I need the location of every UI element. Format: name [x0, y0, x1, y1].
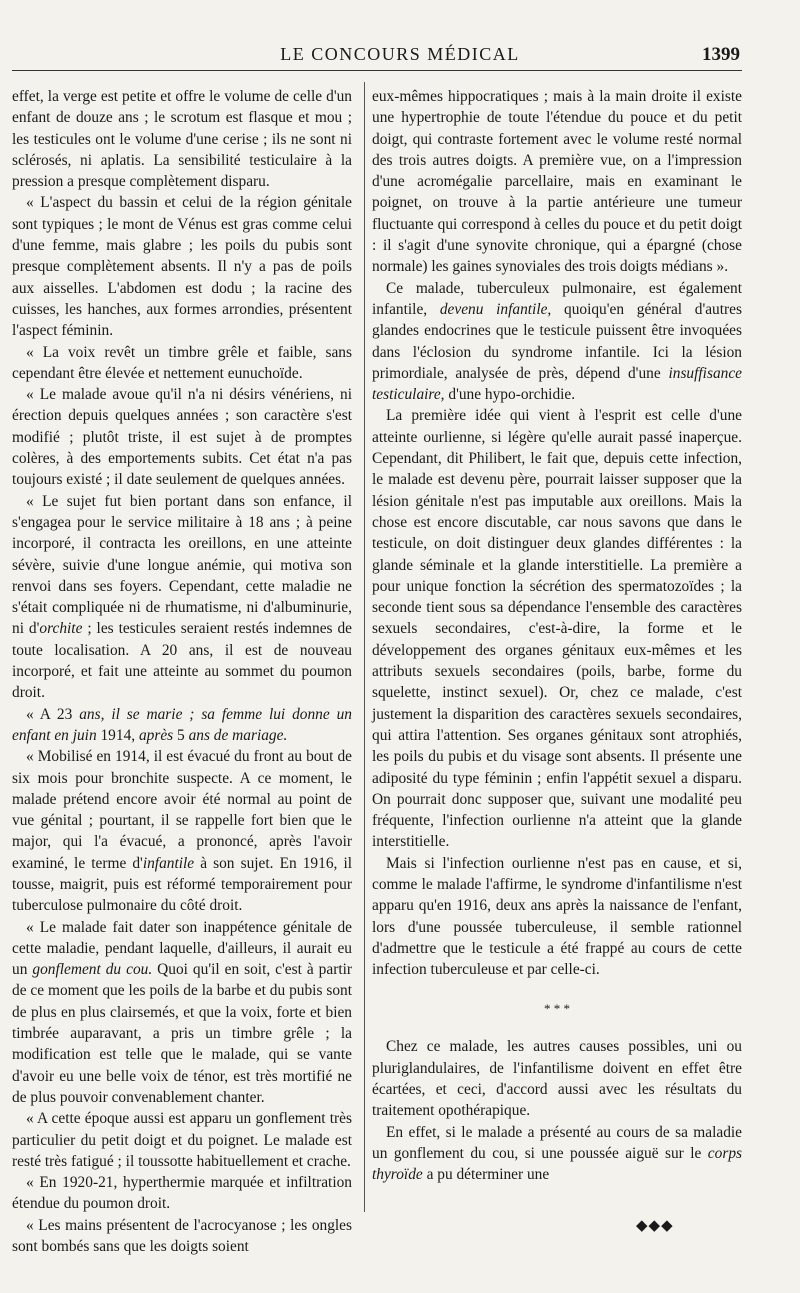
column-divider — [364, 82, 365, 1212]
paragraph: « A 23 ans, il se marie ; sa femme lui donne un enfant en juin 1914, après 5 ans de mariage. — [12, 705, 353, 744]
left-column — [12, 86, 352, 1257]
paragraph: « Le malade avoue qu'il n'a ni désirs vénériens, ni érection depuis quelques années ; son caractère s'est modifié ; plutôt triste, il est sujet à de promptes colères, à des emportements subits. Cet état n'a pas toujours existé ; il date seulement de quelques années. — [12, 386, 352, 489]
paragraph: Ce malade, tuberculeux pulmonaire, est également infantile, devenu infantile, quoiqu'en général d'autres glandes endocrines que le testicule puissent être invoquées dans l'éclosion du syndrome infantile. Ici la lésion primordiale, analysée de près, dépend d'une insuffisance testiculaire, d'une hypo-orchidie. — [372, 279, 742, 404]
paragraph: « Le malade fait dater son inappétence génitale de cette maladie, pendant laquelle, d'ailleurs, il aurait eu un gonflement du cou. Quoi qu'il en soit, c'est à partir de ce moment que les poils de la barbe et du pubis sont de plus en plus clairsemés, et que la voix, forte et bien timbrée auparavant, a pris un timbre grêle ; la modification est telle que le malade, qui se vante d'avoir eu une belle voix de ténor, est très mortifié ne de plus pouvoir convenablement chanter. — [12, 918, 352, 1106]
paragraph: eux-mêmes hippocratiques ; mais à la main droite il existe une hypertrophie de toute l'étendue du pouce et du petit doigt, qui contraste fortement avec le volume resté normal des trois autres doigts. A première vue, on a l'impression d'une acromégalie parcellaire, mais en examinant le poignet, on trouve à la partie antérieure une tumeur fluctuante qui correspond à celles du pouce et du petit doigt : il s'agit d'une synovite chronique, qui a épargné (chose normale) les gaines synoviales des trois doigts médians ». — [372, 88, 742, 276]
page-header — [0, 0, 800, 90]
paragraph: « Les mains présentent de l'acrocyanose ; les ongles sont bombés sans que les doigts soient — [12, 1216, 352, 1256]
ornament-icon: ◆◆◆ — [636, 1216, 674, 1234]
asterism-separator: * * * — [544, 1001, 570, 1017]
header-rule — [12, 70, 742, 71]
page-number: 1399 — [702, 44, 740, 65]
paragraph: « Mobilisé en 1914, il est évacué du front au bout de six mois pour bronchite suspecte. A ce moment, le malade prétend encore avoir été normal au point de vue génital ; pourtant, il se rappelle fort bien que le major, qui l'a évacué, a prononcé, après l'avoir examiné, le terme d'infantile à son sujet. En 1916, il tousse, maigrit, puis est réformé temporairement pour tuberculose pulmonaire du côté droit. — [12, 748, 352, 915]
paragraph: effet, la verge est petite et offre le volume de celle d'un enfant de douze ans ; le scrotum est flasque et mou ; les testicules ont le volume d'une cerise ; ils ne sont ni sclérosés, ni aplatis. La sensibilité testiculaire à la pression a presque complètement disparu. — [12, 88, 352, 191]
paragraph: Chez ce malade, les autres causes possibles, uni ou pluriglandulaires, de l'infantilisme doivent en effet être écartées, et ceci, d'accord aussi avec les résultats du traitement opothérapique. — [372, 1038, 742, 1120]
paragraph: Mais si l'infection ourlienne n'est pas en cause, et si, comme le malade l'affirme, le syndrome d'infantilisme n'est apparu qu'en 1916, deux ans après la naissance de l'enfant, lors d'une poussée tuberculeuse, il semble rationnel d'admettre que le testicule a été frappé au cours de cette infection tuberculeuse et par celle-ci. — [372, 854, 742, 979]
paragraph: La première idée qui vient à l'esprit est celle d'une atteinte ourlienne, si légère qu'elle aurait passé inaperçue. Cependant, dit Philibert, le fait que, depuis cette infection, le malade est devenu père, pourrait laisser supposer que la lésion génitale n'est pas imputable aux oreillons. Mais la chose est encore discutable, car nous savons que dans le testicule, on doit distinguer deux glandes différentes : la glande séminale et la glande interstitielle. La première a pour unique fonction la sécrétion des spermatozoïdes ; la seconde tient sous sa dépendance l'ensemble des caractères sexuels secondaires, c'est-à-dire, la forme et le développement des organes génitaux eux-mêmes et les attributs sexuels secondaires (poils, barbe, forme du squelette, instinct sexuel). Or, chez ce malade, c'est justement la disparition des caractères sexuels secondaires, qui attira l'attention. Ses organes génitaux sont atrophiés, les poils du pubis et du visage sont absents. Il présente une adiposité du type féminin ; enfin l'appétit sexuel a disparu. On pourrait donc supposer que, suivant une modalité peu fréquente, l'infection ourlienne n'a atteint que la glande interstitielle. — [372, 407, 742, 851]
paragraph: « A cette époque aussi est apparu un gonflement très particulier du petit doigt et du poignet. Le malade est resté très fatigué ; il toussotte habituellement et crache. — [12, 1110, 352, 1170]
right-column — [372, 86, 742, 1186]
paragraph: « En 1920-21, hyperthermie marquée et infiltration étendue du poumon droit. — [12, 1174, 352, 1213]
running-title: LE CONCOURS MÉDICAL — [280, 44, 520, 64]
paragraph: « L'aspect du bassin et celui de la région génitale sont typiques ; le mont de Vénus est gras comme celui d'une femme, mais glabre ; les poils du pubis sont presque complètement absents. Il n'y a pas de poils aux aisselles. L'abdomen est dodu ; la racine des cuisses, les hanches, aux formes arrondies, présentent l'aspect féminin. — [12, 194, 352, 340]
paragraph: « La voix revêt un timbre grêle et faible, sans cependant être élevée et nettement eunuchoïde. — [12, 343, 352, 382]
paragraph: « Le sujet fut bien portant dans son enfance, il s'engagea pour le service militaire à 18 ans ; à peine incorporé, il contracta les oreillons, en une atteinte sévère, suivie d'une longue anémie, qui motiva son renvoi dans ses foyers. Cependant, cette maladie ne s'était compliquée ni de rhumatisme, ni d'albuminurie, ni d'orchite ; les testicules seraient restés indemnes de toute localisation. A 20 ans, il est de nouveau incorporé, et fait une atteinte au sommet du poumon droit. — [12, 492, 352, 702]
paragraph: En effet, si le malade a présenté au cours de sa maladie un gonflement du cou, si une poussée aiguë sur le corps thyroïde a pu déterminer une — [372, 1123, 742, 1184]
